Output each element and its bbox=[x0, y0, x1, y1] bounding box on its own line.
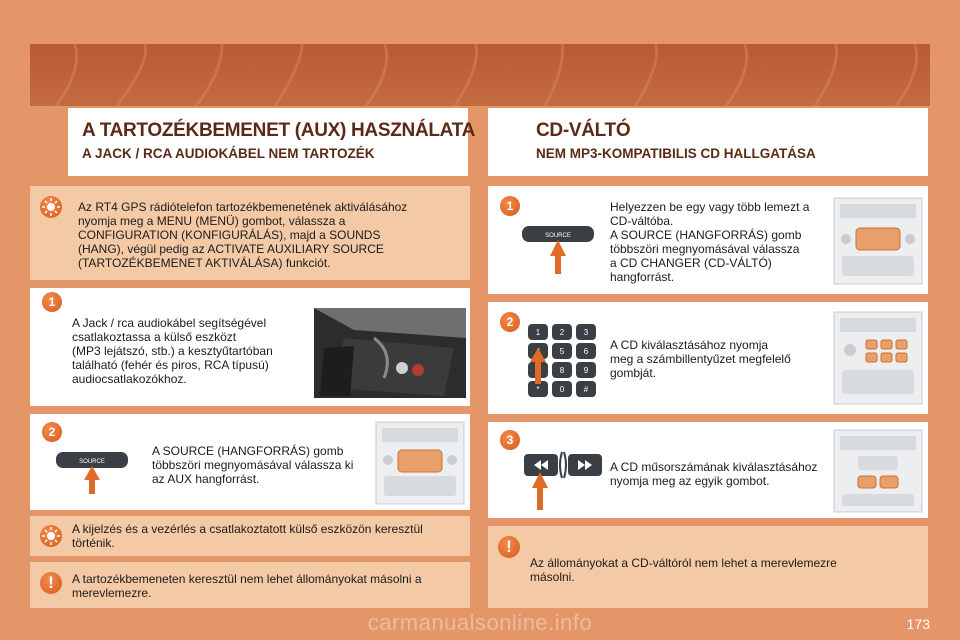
track-buttons-illustration bbox=[522, 448, 604, 512]
left-tip-bottom-panel bbox=[30, 516, 470, 556]
left-step-1-panel bbox=[30, 288, 470, 406]
right-section-title: CD-VÁLTÓ bbox=[536, 120, 631, 141]
keypad-key-label: * bbox=[536, 385, 540, 394]
watermark: carmanualsonline.info bbox=[367, 610, 593, 635]
text-line: nyomja meg a MENU (MENÜ) gombot, válassza a bbox=[78, 214, 346, 228]
right-step-3-text bbox=[610, 460, 817, 488]
left-tip-bottom-text bbox=[72, 522, 423, 550]
text-line: csatlakoztassa a külső eszközt bbox=[72, 330, 237, 344]
text-line: audiocsatlakozókhoz. bbox=[72, 372, 187, 386]
keypad-key-label: 3 bbox=[583, 328, 589, 337]
keypad-key-label: 8 bbox=[559, 366, 565, 375]
text-line: A SOURCE (HANGFORRÁS) gomb bbox=[610, 228, 802, 242]
left-tip-text bbox=[78, 200, 407, 270]
text-line: Helyezzen be egy vagy több lemezt a bbox=[610, 200, 810, 214]
keypad-illustration bbox=[524, 322, 600, 402]
source-button-illustration bbox=[518, 222, 598, 274]
source-button-label: SOURCE bbox=[79, 459, 105, 465]
text-line: (HANG), végül pedig az ACTIVATE AUXILIARY SOURCE bbox=[78, 242, 384, 256]
text-line: (MP3 lejátszó, stb.) a kesztyűtartóban bbox=[72, 344, 273, 358]
text-line: meg a számbillentyűzet megfelelő bbox=[610, 352, 791, 366]
left-section-title: A TARTOZÉKBEMENET (AUX) HASZNÁLATA bbox=[82, 120, 475, 141]
keypad-key-label: 6 bbox=[583, 347, 589, 356]
left-section-subtitle: A JACK / RCA AUDIOKÁBEL NEM TARTOZÉK bbox=[82, 146, 375, 161]
step-number-badge: 2 bbox=[500, 312, 520, 332]
left-warning-text bbox=[72, 572, 422, 600]
left-step-1-text bbox=[72, 316, 273, 386]
text-line: gombját. bbox=[610, 366, 657, 380]
text-line: CD-váltóba. bbox=[610, 214, 674, 228]
text-line: többszöri megnyomásával válassza bbox=[610, 242, 800, 256]
text-line: hangforrást. bbox=[610, 270, 675, 284]
decorative-banner bbox=[30, 44, 930, 106]
right-step-2-panel bbox=[488, 302, 928, 414]
right-step-1-text bbox=[610, 200, 809, 284]
warning-icon: ! bbox=[498, 536, 520, 558]
left-step-2-panel bbox=[30, 414, 470, 510]
text-line: többszöri megnyomásával válassza ki bbox=[152, 458, 354, 472]
right-section-subtitle: NEM MP3-KOMPATIBILIS CD HALLGATÁSA bbox=[536, 146, 816, 161]
right-warning-text bbox=[530, 556, 837, 584]
text-line: merevlemezre. bbox=[72, 586, 152, 600]
step-number-badge: 1 bbox=[42, 292, 62, 312]
radio-unit-illustration bbox=[832, 428, 924, 514]
right-step-1-panel bbox=[488, 186, 928, 294]
warning-icon: ! bbox=[40, 572, 62, 594]
right-warning-panel bbox=[488, 526, 928, 608]
step-number-badge: 2 bbox=[42, 422, 62, 442]
source-button-illustration bbox=[52, 448, 132, 494]
radio-unit-illustration bbox=[832, 310, 924, 406]
keypad-key-label: 1 bbox=[535, 328, 541, 337]
left-section-header bbox=[68, 108, 475, 176]
radio-unit-illustration bbox=[374, 420, 466, 506]
keypad-key-label: 9 bbox=[583, 366, 589, 375]
right-step-3-panel bbox=[488, 422, 928, 518]
text-line: található (fehér és piros, RCA típusú) bbox=[72, 358, 269, 372]
right-step-2-text bbox=[610, 338, 791, 380]
radio-unit-illustration bbox=[832, 196, 924, 286]
text-line: A SOURCE (HANGFORRÁS) gomb bbox=[152, 444, 344, 458]
text-line: az AUX hangforrást. bbox=[152, 472, 260, 486]
source-button-label: SOURCE bbox=[545, 233, 571, 239]
text-line: CONFIGURATION (KONFIGURÁLÁS), majd a SOUNDS bbox=[78, 228, 381, 242]
right-section-header bbox=[488, 108, 928, 176]
keypad-key-label: 0 bbox=[559, 385, 565, 394]
keypad-key-label: # bbox=[583, 385, 589, 394]
text-line: A tartozékbemeneten keresztül nem lehet állományokat másolni a bbox=[72, 572, 422, 586]
lightbulb-icon bbox=[40, 196, 62, 218]
text-line: (TARTOZÉKBEMENET AKTIVÁLÁSA) funkciót. bbox=[78, 256, 331, 270]
text-line: nyomja meg az egyik gombot. bbox=[610, 474, 770, 488]
step-number-badge: 3 bbox=[500, 430, 520, 450]
left-step-2-text bbox=[152, 444, 353, 486]
left-tip-panel bbox=[30, 186, 470, 280]
text-line: A CD műsorszámának kiválasztásához bbox=[610, 460, 818, 474]
text-line: a CD CHANGER (CD-VÁLTÓ) bbox=[610, 256, 772, 270]
text-line: Az állományokat a CD-váltóról nem lehet a merevlemezre bbox=[530, 556, 837, 570]
text-line: A CD kiválasztásához nyomja bbox=[610, 338, 769, 352]
text-line: Az RT4 GPS rádiótelefon tartozékbemenetének aktiválásához bbox=[78, 200, 408, 214]
text-line: A Jack / rca audiokábel segítségével bbox=[72, 316, 267, 330]
lightbulb-icon bbox=[40, 525, 62, 547]
page-number: 173 bbox=[906, 616, 930, 632]
step-number-badge: 1 bbox=[500, 196, 520, 216]
glovebox-photo bbox=[314, 308, 466, 398]
text-line: másolni. bbox=[530, 570, 575, 584]
text-line: A kijelzés és a vezérlés a csatlakoztatott külső eszközön keresztül bbox=[72, 522, 423, 536]
keypad-key-label: 5 bbox=[559, 347, 565, 356]
keypad-key-label: 2 bbox=[559, 328, 565, 337]
text-line: történik. bbox=[72, 536, 115, 550]
left-warning-panel bbox=[30, 562, 470, 608]
